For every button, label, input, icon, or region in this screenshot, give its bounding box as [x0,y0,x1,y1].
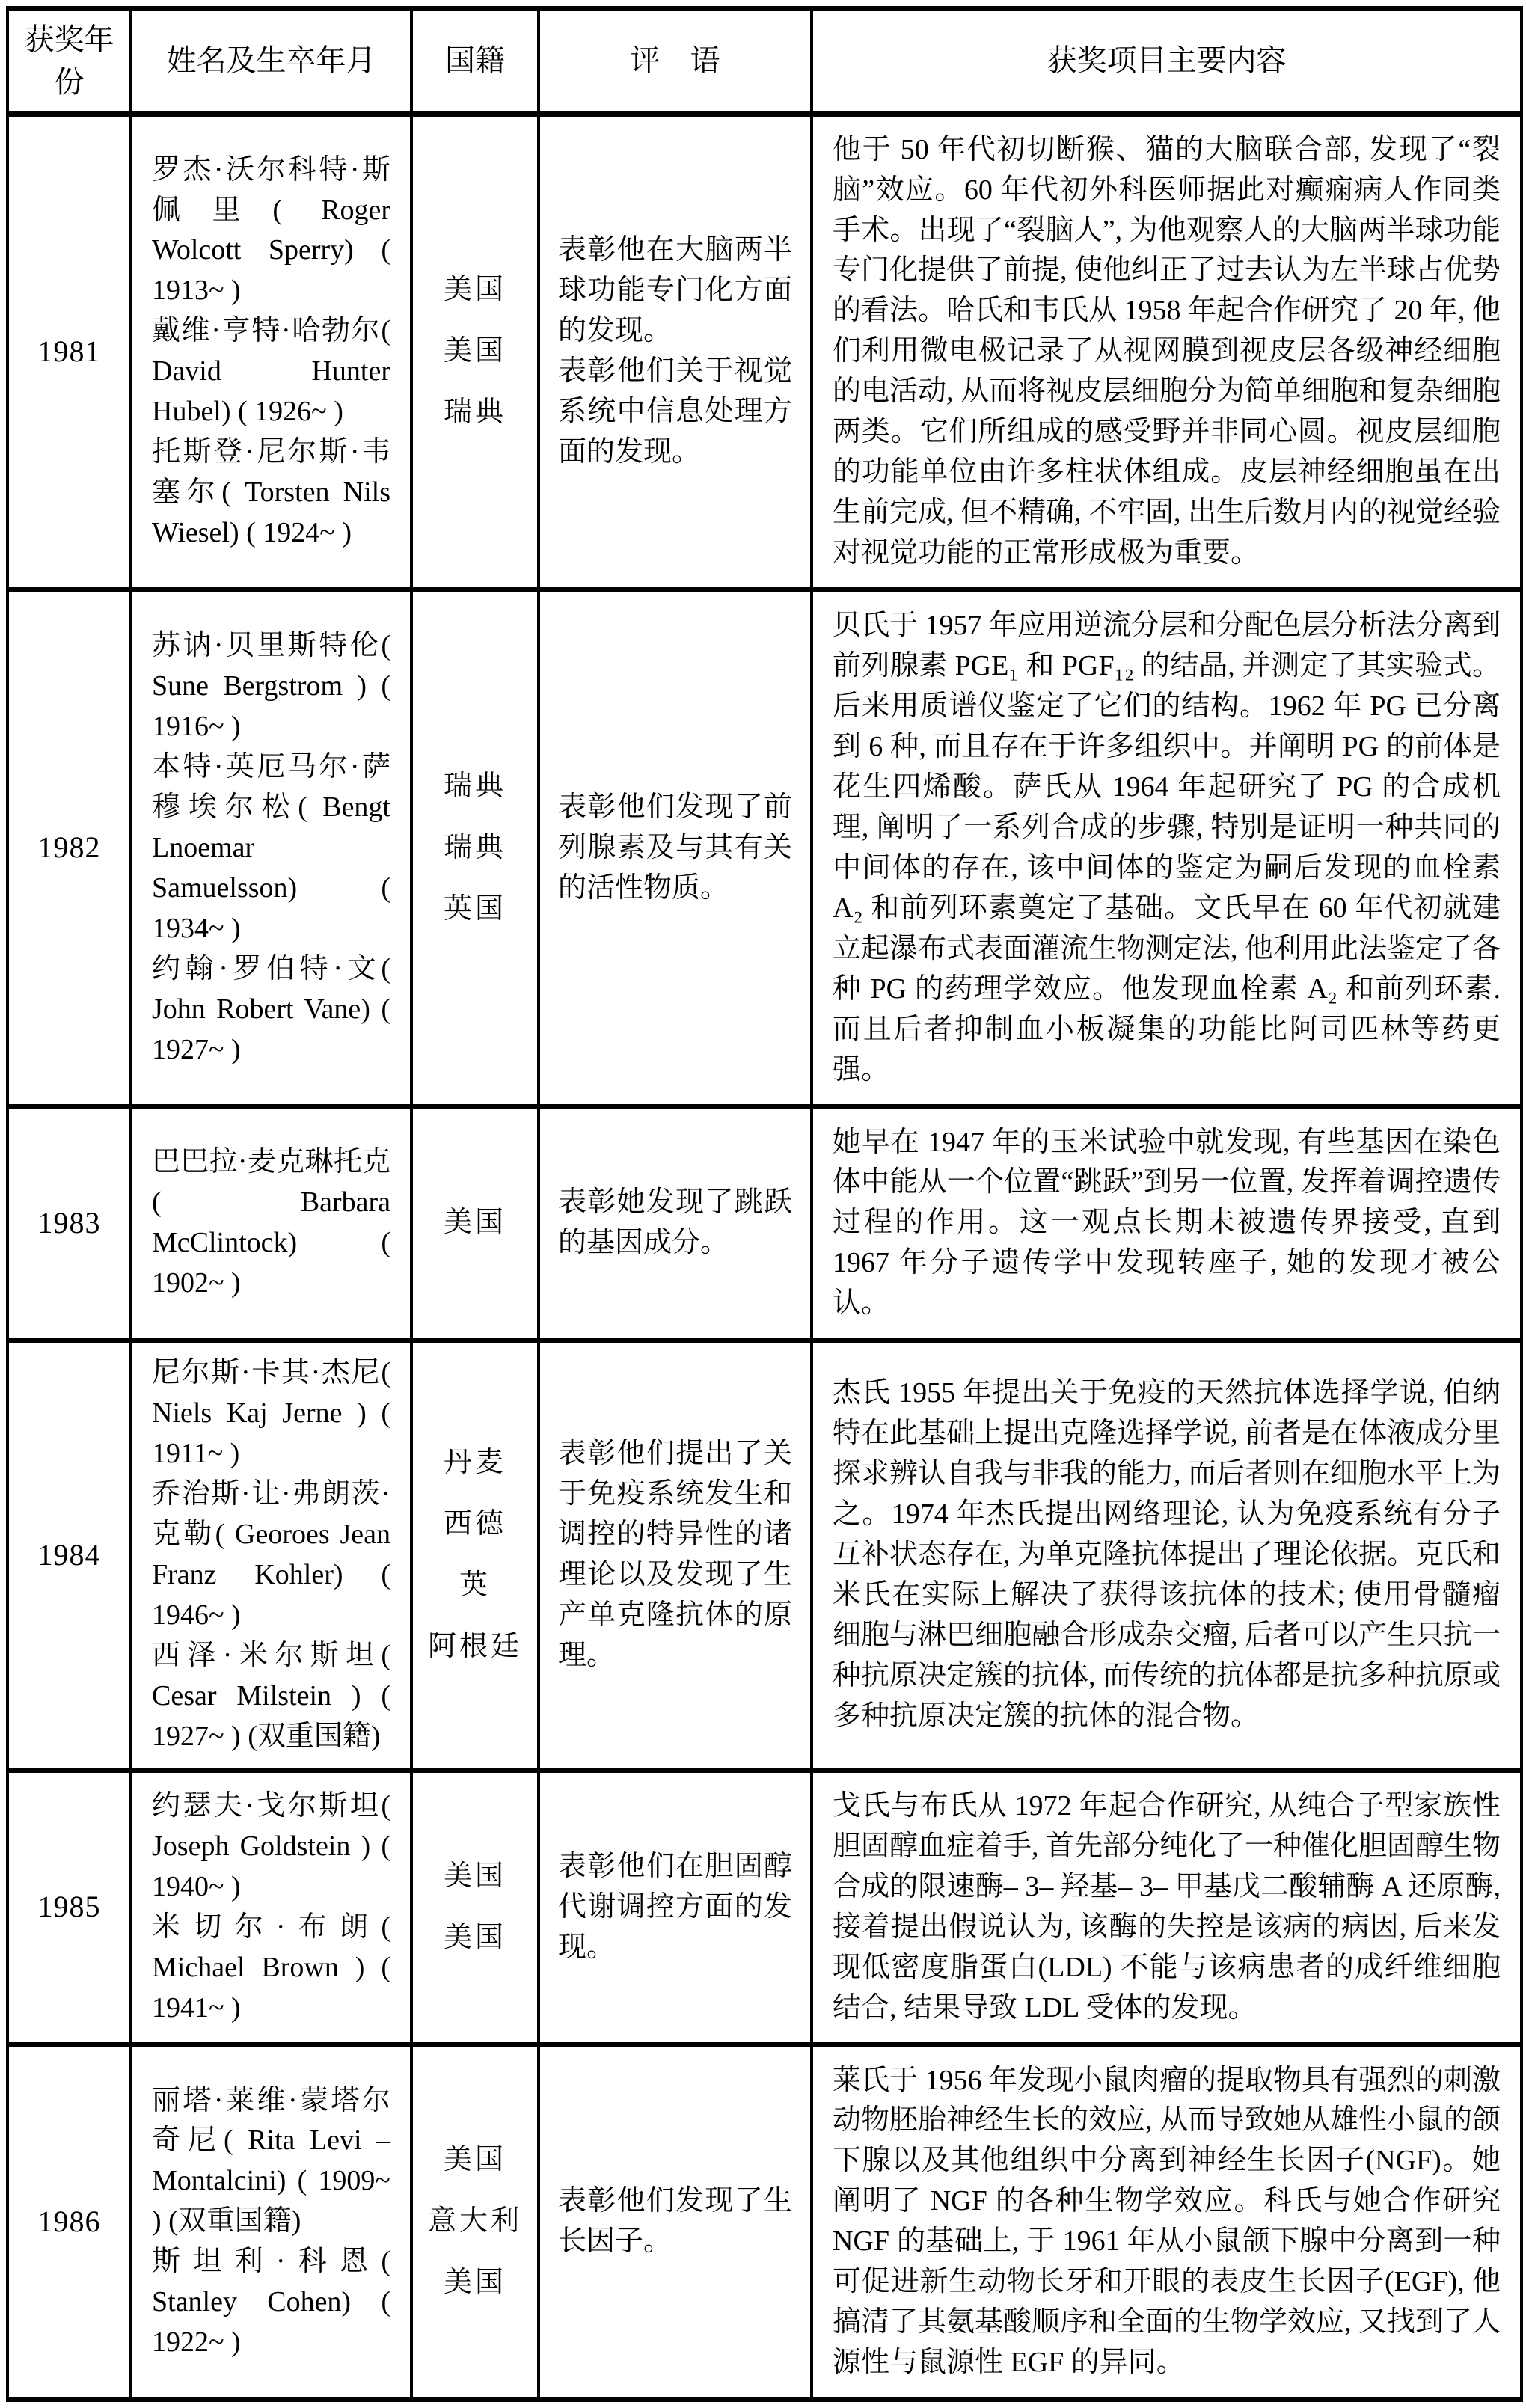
nationality: 美国 [443,2144,506,2176]
nationality: 美国 [443,1207,506,1239]
content-cell [812,2044,1522,2400]
nationality: 瑞典 [443,770,506,802]
table-row [7,2044,1522,2400]
names-cell [131,114,411,589]
nationality: 瑞典 [443,831,506,863]
names-cell [131,2044,411,2400]
laureate-name: 米切尔·布朗( Michael Brown ) ( 1941~ ) [152,1911,390,2023]
year-cell: 1981 [7,114,131,589]
content-text: 他于 50 年代初切断猴、猫的大脑联合部, 发现了“裂脑”效应。60 年代初外科医师据此对癫痫病人作同类手术。出现了“裂脑人”, 为他观察人的大脑两半球功能专门化提供了前提, 使他纠正了过去认为左半球占优势的看法。哈氏和韦氏从 1958 年起合作研究了 20 年, 他们利用微电极记录了从视网膜到视皮层各级神经细胞的电活动, 从而将视皮层细胞分为简单细胞和复杂细胞两类。它们所组成的感受野并非同心圆。视皮层细胞的功能单位由许多柱状体组成。皮层神经细胞虽在出生前完成, 但不精确, 不牢固, 出生后数月内的视觉经验对视觉功能的正常形成极为重要。 [833,133,1501,569]
citation-text: 表彰她发现了跳跃的基因成分。 [558,1186,792,1259]
laureate-name: 巴巴拉·麦克琳托克( Barbara McClintock) ( 1902~ ) [152,1146,390,1299]
nationality: 美国 [443,335,506,367]
table-row [7,1106,1522,1341]
citation-text: 表彰他们发现了生长因子。 [558,2185,792,2258]
names-cell [131,1341,411,1771]
laureate-name: 戴维·亨特·哈勃尔( David Hunter Hubel) ( 1926~ ) [152,315,390,428]
laureate-name: 丽塔·莱维·蒙塔尔奇尼( Rita Levi – Montalcini) ( 1909~ ) (双重国籍) [152,2084,390,2237]
laureate-name: 尼尔斯·卡其·杰尼( Niels Kaj Jerne ) ( 1911~ ) [152,1357,390,1470]
nationality: 美国 [443,2267,506,2299]
citation-cell [539,1341,812,1771]
laureate-name: 西泽·米尔斯坦( Cesar Milstein ) ( 1927~ ) (双重国籍) [152,1639,390,1752]
nationality: 美国 [443,1921,506,1953]
citation-cell [539,2044,812,2400]
nationality-cell [411,1341,539,1771]
citation-cell [539,1106,812,1341]
citation-text: 表彰他们关于视觉系统中信息处理方面的发现。 [558,355,792,468]
header-content: 获奖项目主要内容 [812,9,1522,114]
content-cell [812,590,1522,1106]
laureate-name: 斯坦利·科恩( Stanley Cohen) ( 1922~ ) [152,2246,390,2359]
laureate-name: 罗杰·沃尔科特·斯佩里( Roger Wolcott Sperry) ( 1913~ ) [152,153,390,307]
nationality: 英国 [443,892,506,925]
names-cell [131,590,411,1106]
table-row [7,590,1522,1106]
citation-text: 表彰他们提出了关于免疫系统发生和调控的特异性的诸理论以及发现了生产单克隆抗体的原理。 [558,1438,792,1671]
names-cell [131,1770,411,2044]
header-year: 获奖年份 [7,9,131,114]
header-names: 姓名及生卒年月 [131,9,411,114]
content-text: 杰氏 1955 年提出关于免疫的天然抗体选择学说, 伯纳特在此基础上提出克隆选择学说, 前者是在体液成分里探求辨认自我与非我的能力, 而后者则在细胞水平上为之。1974 年杰氏提出网络理论, 认为免疫系统有分子互补状态存在, 为单克隆抗体提出了理论依据。克氏和米氏在实际上解决了获得该抗体的技术; 使用骨髓瘤细胞与淋巴细胞融合形成杂交瘤, 后者可以产生只抗一种抗原决定簇的抗体, 而传统的抗体都是抗多种抗原或多种抗原决定簇的抗体的混合物。 [833,1377,1501,1732]
year-cell: 1982 [7,590,131,1106]
header-row [7,9,1522,114]
citation-text: 表彰他们发现了前列腺素及与其有关的活性物质。 [558,791,792,904]
nationality: 阿根廷 [427,1631,522,1662]
nationality: 丹麦 [443,1447,506,1479]
content-cell [812,1106,1522,1341]
content-text: 贝氏于 1957 年应用逆流分层和分配色层分析法分离到前列腺素 PGE₁ 和 PGF₁₂ 的结晶, 并测定了其实验式。后来用质谱仪鉴定了它们的结构。1962 年 PG 已分离到 6 种, 而且存在于许多组织中。并阐明 PG 的前体是花生四烯酸。萨氏从 1964 年起研究了 PG 的合成机理, 阐明了一系列合成的步骤, 特别是证明一种共同的中间体的存在, 该中间体的鉴定为嗣后发现的血栓素 A₂ 和前列环素奠定了基础。文氏早在 60 年代初就建立起瀑布式表面灌流生物测定法, 他利用此法鉴定了各种 PG 的药理学效应。他发现血栓素 A₂ 和前列环素. 而且后者抑制血小板凝集的功能比阿司匹林等药更强。 [833,610,1501,1085]
content-cell [812,1341,1522,1771]
nationality: 美国 [443,1860,506,1892]
citation-cell [539,590,812,1106]
laureate-name: 乔治斯·让·弗朗茨·克勒( Georoes Jean Franz Kohler) ( 1946~ ) [152,1478,390,1631]
nationality: 瑞典 [443,396,506,429]
content-cell [812,1770,1522,2044]
nationality-cell [411,114,539,589]
year-cell: 1983 [7,1106,131,1341]
header-nationality: 国籍 [411,9,539,114]
citation-text: 表彰他们在胆固醇代谢调控方面的发现。 [558,1850,792,1963]
nationality: 意大利 [427,2205,522,2237]
nationality: 美国 [443,274,506,306]
year-cell: 1986 [7,2044,131,2400]
nationality: 西德 [443,1508,506,1540]
citation-text: 表彰他在大脑两半球功能专门化方面的发现。 [558,234,792,347]
content-cell [812,114,1522,589]
nationality-cell [411,1106,539,1341]
year-cell: 1985 [7,1770,131,2044]
content-text: 她早在 1947 年的玉米试验中就发现, 有些基因在染色体中能从一个位置“跳跃”到另一位置, 发挥着调控遗传过程的作用。这一观点长期未被遗传界接受, 直到 1967 年分子遗传学中发现转座子, 她的发现才被公认。 [833,1126,1501,1320]
laureate-name: 本特·英厄马尔·萨穆埃尔松( Bengt Lnoemar Samuelsson) ( 1934~ ) [152,750,390,944]
names-cell [131,1106,411,1341]
citation-cell [539,1770,812,2044]
table-row [7,1770,1522,2044]
nationality: 英 [459,1569,491,1602]
nationality-cell [411,590,539,1106]
citation-cell [539,114,812,589]
laureate-name: 苏讷·贝里斯特伦( Sune Bergstrom ) ( 1916~ ) [152,630,390,742]
laureate-name: 托斯登·尼尔斯·韦塞尔( Torsten Nils Wiesel) ( 1924~ ) [152,436,390,549]
table-row [7,114,1522,589]
nationality-cell [411,2044,539,2400]
laureates-table [6,6,1523,2402]
content-text: 莱氏于 1956 年发现小鼠肉瘤的提取物具有强烈的刺激动物胚胎神经生长的效应, 从而导致她从雄性小鼠的颌下腺以及其他组织中分离到神经生长因子(NGF)。她阐明了 NGF 的各种生物学效应。科氏与她合作研究 NGF 的基础上, 于 1961 年从小鼠颌下腺中分离到一种可促进新生动物长牙和开眼的表皮生长因子(EGF), 他搞清了其氨基酸顺序和全面的生物学效应, 又找到了人源性与鼠源性 EGF 的异同。 [833,2064,1501,2379]
header-citation: 评 语 [539,9,812,114]
content-text: 戈氏与布氏从 1972 年起合作研究, 从纯合子型家族性胆固醇血症着手, 首先部分纯化了一种催化胆固醇生物合成的限速酶– 3– 羟基– 3– 甲基戊二酸辅酶 A 还原酶, 接着提出假说认为, 该酶的失控是该病的病因, 后来发现低密度脂蛋白(LDL) 不能与该病患者的成纤维细胞结合, 结果导致 LDL 受体的发现。 [833,1789,1501,2023]
nationality-cell [411,1770,539,2044]
year-cell: 1984 [7,1341,131,1771]
table-row [7,1341,1522,1771]
laureate-name: 约翰·罗伯特·文( John Robert Vane) ( 1927~ ) [152,952,390,1065]
laureate-name: 约瑟夫·戈尔斯坦( Joseph Goldstein ) ( 1940~ ) [152,1789,390,1902]
